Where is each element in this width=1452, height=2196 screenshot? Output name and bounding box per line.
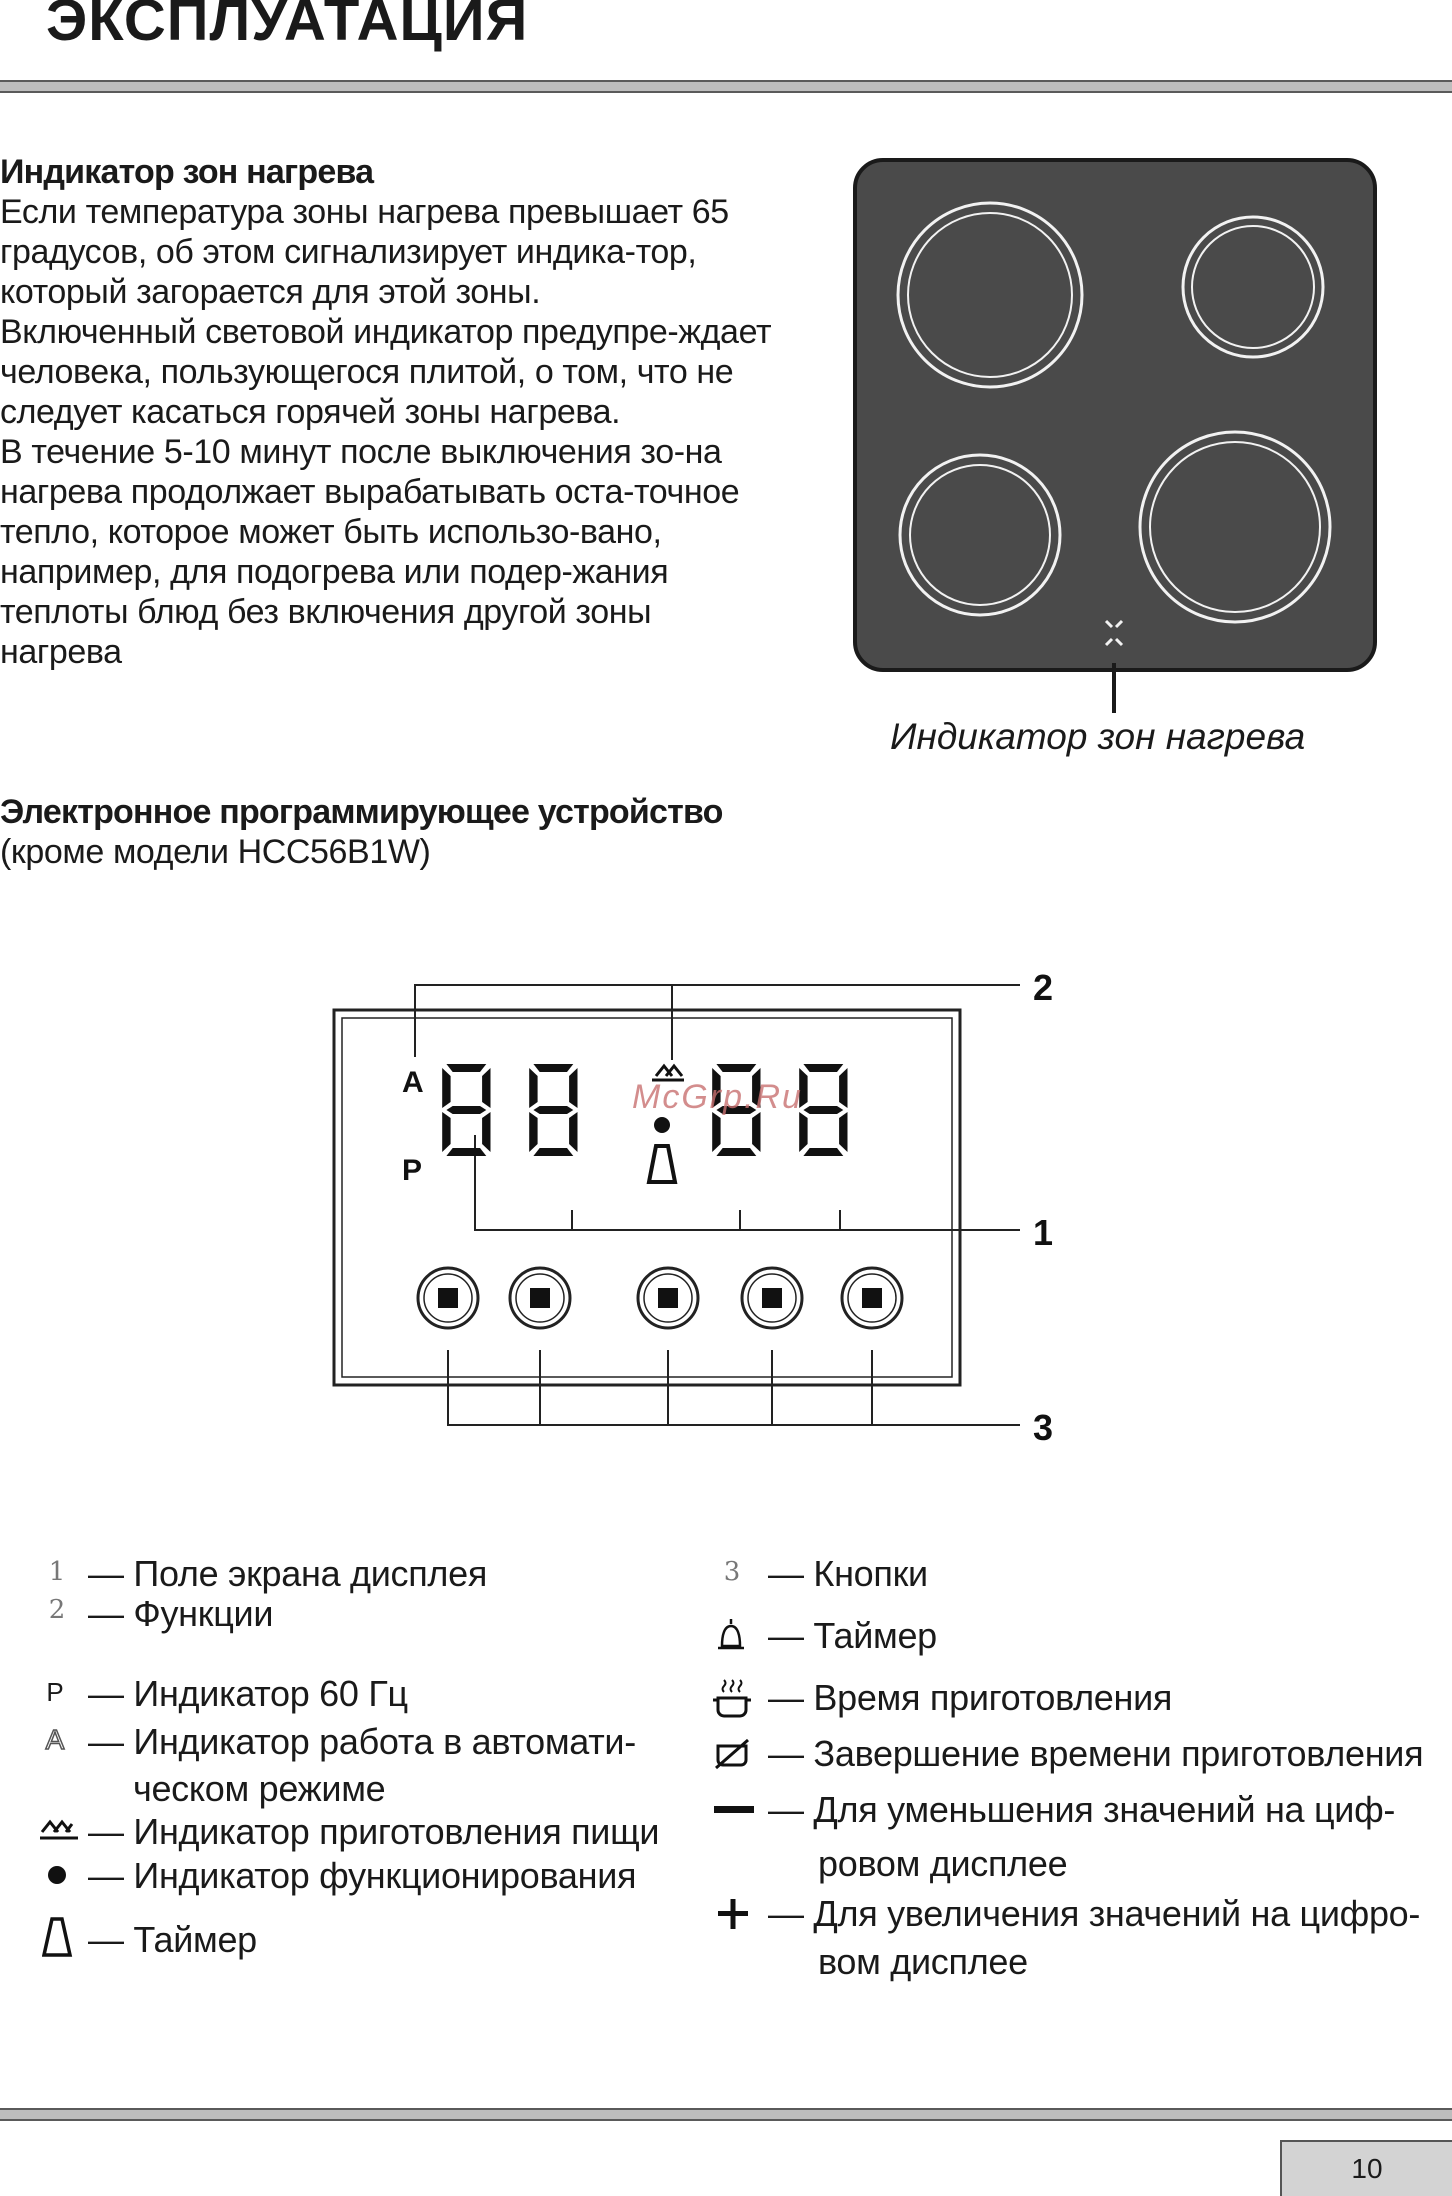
- zones-paragraph-3: В течение 5-10 минут после выключения зо-на нагрева продолжает вырабатывать оста-точное тепло, которое может быть использо-вано, например, для подогрева или подер-жания теплоты блюд без включения другой зоны нагрева: [0, 433, 740, 671]
- legend-right-item-6-cont: вом дисплее: [818, 1941, 1028, 1982]
- legend-left-item-5: — Индикатор приготовления пищи: [88, 1811, 660, 1852]
- page-title: ЭКСПЛУАТАЦИЯ: [46, 0, 529, 53]
- panel-button-4[interactable]: [742, 1268, 802, 1328]
- callout-1: 1: [1033, 1212, 1054, 1253]
- legend-key-2: 2: [48, 1595, 66, 1625]
- indicator-caption: Индикатор зон нагрева: [890, 716, 1306, 757]
- panel-button-1[interactable]: [418, 1268, 478, 1328]
- bell-icon: [714, 1616, 748, 1656]
- legend-left-item-2: — Функции: [88, 1593, 274, 1634]
- p-letter: P: [402, 1154, 423, 1187]
- panel-button-5[interactable]: [842, 1268, 902, 1328]
- minus-icon: [712, 1800, 756, 1820]
- legend-right-item-6: — Для увеличения значений на цифро-: [768, 1893, 1421, 1934]
- timer-icon: [42, 1915, 74, 1959]
- legend-right-item-1: — Кнопки: [768, 1553, 928, 1594]
- digit-1: [442, 1064, 490, 1156]
- legend-left-item-4: — Индикатор работа в автомати-: [88, 1721, 636, 1762]
- control-panel-diagram: [320, 950, 1080, 1450]
- watermark: McGrp.Ru: [632, 1078, 803, 1116]
- header-rule: [0, 80, 1452, 93]
- legend-key-p: P: [46, 1676, 64, 1707]
- panel-button-3[interactable]: [638, 1268, 698, 1328]
- programmer-heading: Электронное программирующее устройство: [0, 793, 723, 831]
- plus-icon: [715, 1896, 751, 1932]
- dot-icon: [42, 1860, 72, 1890]
- legend-key-1: 1: [48, 1557, 66, 1587]
- cooking-icon: [38, 1810, 80, 1846]
- legend-left-item-4-cont: ческом режиме: [133, 1768, 386, 1809]
- legend-left-item-1: — Поле экрана дисплея: [88, 1553, 488, 1594]
- zones-paragraph-2: Включенный световой индикатор предупре-ждает человека, пользующегося плитой, о том, что не следует касаться горячей зоны нагрева.: [0, 313, 772, 431]
- zones-section: [0, 152, 780, 672]
- callout-2: 2: [1033, 967, 1054, 1008]
- zones-heading: Индикатор зон нагрева: [0, 153, 374, 191]
- callout-3-line: [448, 1350, 1020, 1425]
- zones-paragraph-1: Если температура зоны нагрева превышает 65 градусов, об этом сигнализирует индика-тор, который загорается для этой зоны.: [0, 193, 729, 311]
- legend-right-item-4: — Завершение времени приготовления: [768, 1733, 1424, 1774]
- digit-4: [799, 1064, 847, 1156]
- legend-left-item-7: — Таймер: [88, 1919, 257, 1960]
- callout-3: 3: [1033, 1407, 1054, 1448]
- digit-2: [529, 1064, 577, 1156]
- pot-icon: [710, 1676, 754, 1720]
- page-number: 10: [1280, 2140, 1452, 2196]
- cooktop-illustration: [850, 155, 1380, 715]
- legend-right-item-5-cont: ровом дисплее: [818, 1843, 1068, 1884]
- programmer-section: [0, 792, 780, 872]
- legend-key-a: A: [45, 1724, 65, 1755]
- callout-2-line-a: [415, 985, 1020, 1057]
- panel-buttons: [418, 1268, 902, 1328]
- footer-rule: [0, 2108, 1452, 2121]
- legend-left-item-3: — Индикатор 60 Гц: [88, 1673, 408, 1714]
- timer-bell-icon: [649, 1146, 675, 1182]
- end-time-icon: [712, 1736, 752, 1772]
- operation-dot-icon: [654, 1117, 670, 1133]
- legend-right-item-3: — Время приготовления: [768, 1677, 1173, 1718]
- panel-button-2[interactable]: [510, 1268, 570, 1328]
- legend-right-item-2: — Таймер: [768, 1615, 937, 1656]
- auto-letter: A: [402, 1066, 424, 1099]
- legend-left-item-6: — Индикатор функционирования: [88, 1855, 637, 1896]
- legend-right-item-5: — Для уменьшения значений на циф-: [768, 1789, 1396, 1830]
- programmer-subheading: (кроме модели HCC56B1W): [0, 833, 431, 871]
- legend-key-3: 3: [723, 1557, 741, 1587]
